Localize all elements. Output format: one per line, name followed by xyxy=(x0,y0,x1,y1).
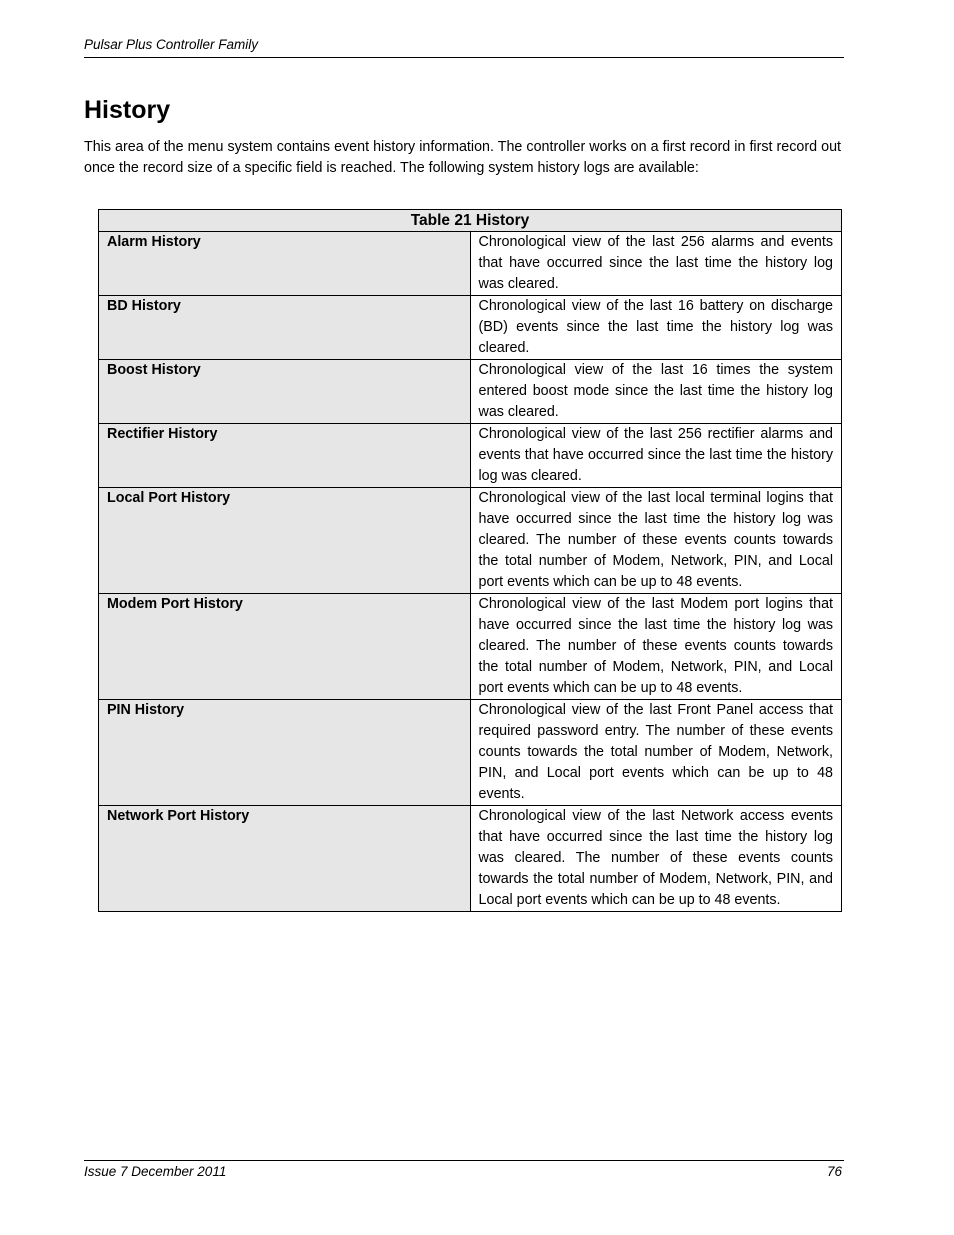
page-footer xyxy=(84,1160,844,1185)
intro-paragraph: This area of the menu system contains event history information. The controller works on a first record in first record out once the record size of a specific field is reached. The following system history logs are available: xyxy=(84,139,841,176)
table-row xyxy=(99,594,842,700)
section-title: History xyxy=(84,96,171,124)
page-number: 76 xyxy=(826,1164,842,1179)
history-name: Local Port History xyxy=(99,488,471,594)
table-row xyxy=(99,806,842,912)
history-description: Chronological view of the last local terminal logins that have occurred since the last time the history log was cleared. The number of these events counts towards the total number of Modem, Network, PIN, and Local port events which can be up to 48 events. xyxy=(470,488,842,594)
history-name: PIN History xyxy=(99,700,471,806)
history-description: Chronological view of the last Modem port logins that have occurred since the last time the history log was cleared. The number of these events counts towards the total number of Modem, Network, PIN, and Local port events which can be up to 48 events. xyxy=(470,594,842,700)
history-name: Rectifier History xyxy=(99,424,471,488)
history-name: Network Port History xyxy=(99,806,471,912)
history-name: Alarm History xyxy=(99,232,471,296)
table-row xyxy=(99,424,842,488)
table-row xyxy=(99,700,842,806)
history-table xyxy=(98,209,842,912)
table-caption-row xyxy=(99,210,842,232)
history-description: Chronological view of the last Network access events that have occurred since the last time the history log was cleared. The number of these events counts towards the total number of Modem, Network, PIN, and Local port events which can be up to 48 events. xyxy=(470,806,842,912)
table-row xyxy=(99,232,842,296)
table-caption: Table 21 History xyxy=(99,210,842,232)
table-row xyxy=(99,296,842,360)
page-header xyxy=(84,35,844,58)
history-description: Chronological view of the last 256 rectifier alarms and events that have occurred since the last time the history log was cleared. xyxy=(470,424,842,488)
history-description: Chronological view of the last Front Panel access that required password entry. The number of these events counts towards the total number of Modem, Network, PIN, and Local port events which can be up to 48 events. xyxy=(470,700,842,806)
history-description: Chronological view of the last 256 alarms and events that have occurred since the last time the history log was cleared. xyxy=(470,232,842,296)
document-title: Pulsar Plus Controller Family xyxy=(84,37,259,52)
issue-date: Issue 7 December 2011 xyxy=(84,1164,227,1179)
history-name: BD History xyxy=(99,296,471,360)
table-row xyxy=(99,360,842,424)
history-name: Modem Port History xyxy=(99,594,471,700)
history-description: Chronological view of the last 16 times the system entered boost mode since the last time the history log was cleared. xyxy=(470,360,842,424)
history-description: Chronological view of the last 16 battery on discharge (BD) events since the last time the history log was cleared. xyxy=(470,296,842,360)
history-name: Boost History xyxy=(99,360,471,424)
table-row xyxy=(99,488,842,594)
